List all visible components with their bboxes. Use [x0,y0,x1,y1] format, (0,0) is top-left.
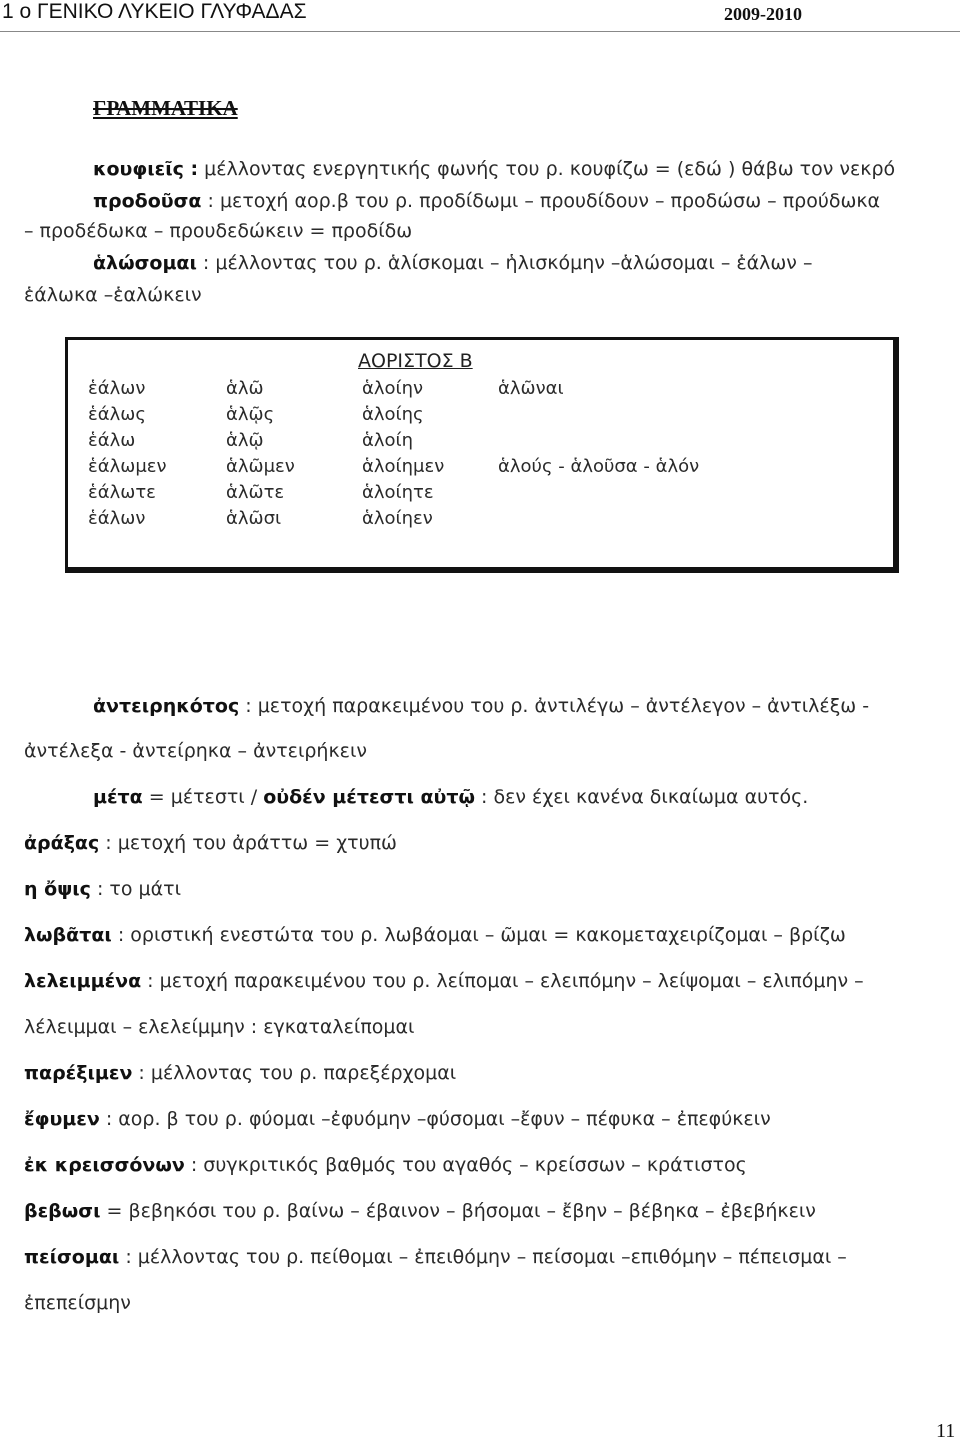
entry-line [93,695,869,717]
entry-term: μέτα [93,786,143,808]
entry-term: ἀράξας [24,832,100,854]
school-year: 2009-2010 [724,4,802,24]
entry-line [24,1200,816,1222]
entry-text: : μετοχή αορ.β του ρ. προδίδωμι – προυδίδουν – προδώσω – προύδωκα [201,190,881,212]
aorist-table [65,337,899,573]
page-header [0,0,960,32]
header-rule [0,31,960,32]
entry-text: μέλλοντας ενεργητικής φωνής του ρ. κουφίζω = (εδώ ) θάβω τον νεκρό [198,158,896,180]
table-cell: ἁλῶσι [226,508,282,529]
entry-text: : συγκριτικός βαθμός του αγαθός – κρείσσων – κράτιστος [184,1154,747,1176]
table-cell: ἁλῷ [226,430,264,451]
entry-line [93,252,812,274]
table-cell: ἑάλως [88,404,146,425]
table-cell: ἁλῶτε [226,482,285,503]
table-cell: ἁλοίη [362,430,414,451]
entry-line [93,190,880,212]
entry-term: ἔφυμεν [24,1108,100,1130]
table-cell: ἁλοίηεν [362,508,433,529]
entry-line [24,220,412,242]
entry-line [93,158,895,180]
entry-text: = βεβηκόσι του ρ. βαίνω – έβαινον – βήσομαι – ἔβην – βέβηκα – ἐβεβήκειν [100,1200,816,1222]
entry-term: λωβᾶται [24,924,112,946]
entry-term: ἐκ κρεισσόνων [24,1154,185,1176]
entry-text: : αορ. β του ρ. φύομαι –ἐφυόμην –φύσομαι –ἔφυν – πέφυκα – ἐπεφύκειν [99,1108,771,1130]
entry-term: ἀντειρηκότος [93,695,240,717]
entry-text: : μέλλοντας του ρ. παρεξέρχομαι [132,1062,457,1084]
entry-text: : μετοχή του ἀράττω = χτυπώ [99,832,397,854]
entry-line [24,832,397,854]
entry-term: η ὄψις [24,878,91,900]
entry-text: λέλειμμαι – ελελείμμην : εγκαταλείπομαι [24,1016,415,1038]
entry-text: : οριστική ενεστώτα του ρ. λωβάομαι – ῶμαι = κακομεταχειρίζομαι – βρίζω [111,924,846,946]
table-cell: ἑάλων [88,378,146,399]
entry-line [24,284,202,306]
entry-term: κουφιεῖς : [93,158,199,180]
entry-text: – προδέδωκα – προυδεδώκειν = προδίδω [24,220,413,242]
table-cell: ἑάλωτε [88,482,156,503]
entry-term: παρέξιμεν [24,1062,133,1084]
entry-text: : το μάτι [90,878,182,900]
section-title: ΓΡΑΜΜΑΤΙΚΑ [93,96,238,120]
table-cell: ἁλῷς [226,404,275,425]
school-name: 1 ο ΓΕΝΙΚΟ ΛΥΚΕΙΟ ΓΛΥΦΑΔΑΣ [2,0,307,23]
table-cell: ἑάλωμεν [88,456,167,477]
entry-text: = μέτεστι / [142,786,264,808]
entry-text: ἑάλωκα –ἑαλώκειν [24,284,202,306]
entry-text: : μέλλοντας του ρ. πείθομαι – ἐπειθόμην – πείσομαι –επιθόμην – πέπεισμαι – [119,1246,847,1268]
entry-line [24,1154,747,1176]
entry-term: λελειμμένα [24,970,142,992]
table-title: ΑΟΡΙΣΤΟΣ Β [358,350,473,372]
table-cell: ἁλῶ [226,378,264,399]
entry-line [24,878,181,900]
entry-text: : μέλλοντας του ρ. ἁλίσκομαι – ἡλισκόμην –ἁλώσομαι – ἑάλων – [196,252,813,274]
entry-line [93,786,808,808]
table-cell: ἁλοίημεν [362,456,445,477]
table-cell: ἁλῶμεν [226,456,295,477]
table-cell: ἁλῶναι [498,378,564,399]
entry-text: ἀντέλεξα - ἀντείρηκα – ἀντειρήκειν [24,740,367,762]
entry-line [24,1016,414,1038]
entry-term: ἁλώσομαι [93,252,197,274]
entry-text: : μετοχή παρακειμένου του ρ. ἀντιλέγω – ἀντέλεγον – ἀντιλέξω - [239,695,870,717]
entry-text: ἐπεπείσμην [24,1292,131,1314]
table-cell: ἑάλων [88,508,146,529]
entry-line [24,1108,771,1130]
table-cell: ἑάλω [88,430,136,451]
entry-line [24,1062,456,1084]
table-cell: ἁλοίης [362,404,424,425]
page-number: 11 [936,1420,956,1442]
entry-term: βεβωσι [24,1200,101,1222]
table-cell: ἁλοίην [362,378,424,399]
table-cell: ἁλούς - ἁλοῦσα - ἁλόν [498,456,700,477]
entry-text: : μετοχή παρακειμένου του ρ. λείπομαι – ελειπόμην – λείψομαι – ελιπόμην – [141,970,864,992]
entry-term-secondary: οὐδέν μέτεστι αὐτῷ [263,786,476,808]
table-cell: ἁλοίητε [362,482,434,503]
entry-line [24,924,846,946]
entry-text-secondary: : δεν έχει κανένα δικαίωμα αυτός. [475,786,809,808]
entry-term: πείσομαι [24,1246,120,1268]
entry-line [24,1246,847,1268]
entry-line [24,1292,131,1314]
entry-line [24,970,864,992]
entry-term: προδοῦσα [93,190,202,212]
entry-line [24,740,367,762]
